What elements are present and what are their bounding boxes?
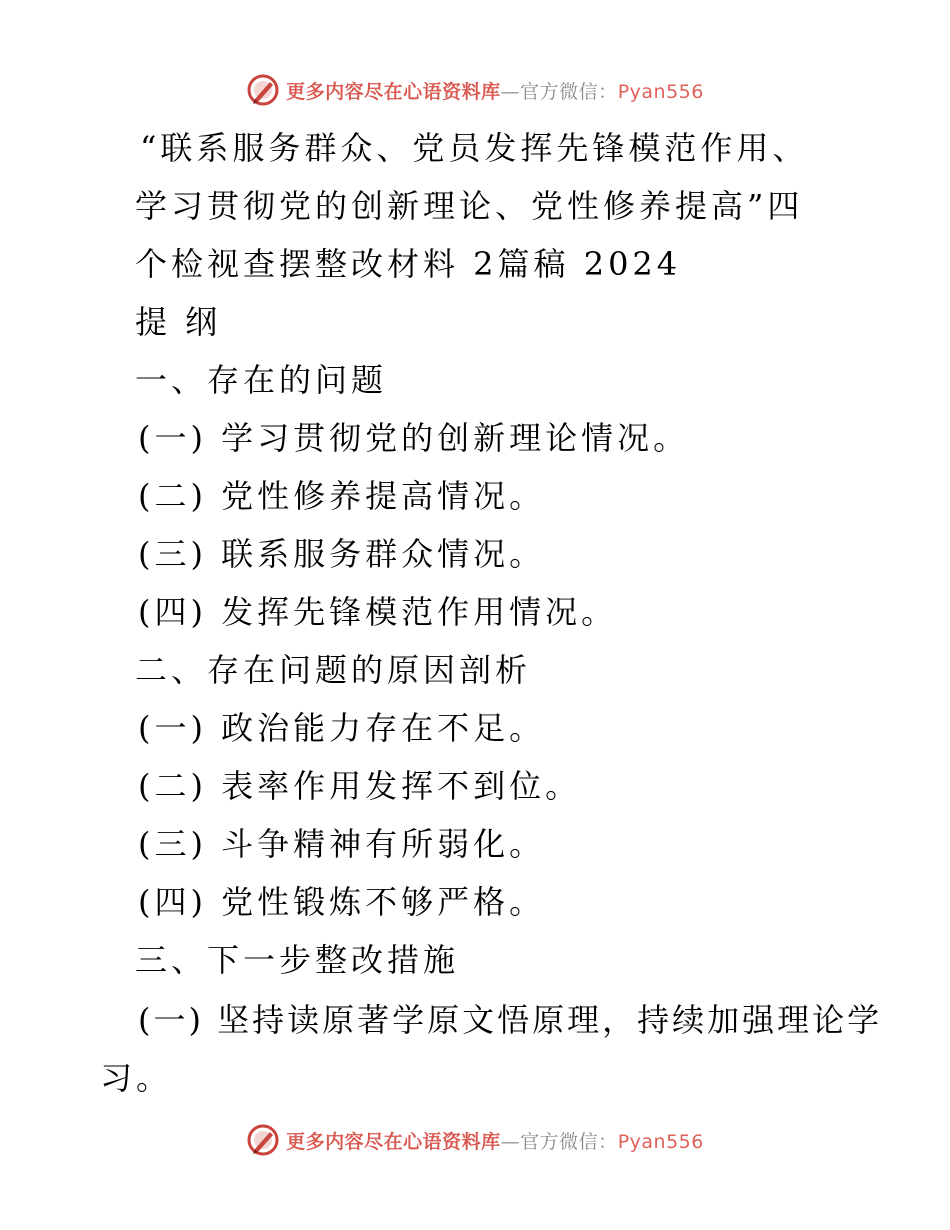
section-heading: 一、存在的问题 [135,361,388,399]
header-watermark [0,70,950,110]
list-item: (四) 党性锻炼不够严格。 [138,883,546,921]
watermark-separator: — [500,1130,521,1153]
list-item: (二) 党性修养提高情况。 [138,477,546,515]
title-line-2: 学习贯彻党的创新理论、党性修养提高”四 [135,187,804,225]
watermark-label: 官方微信： [520,80,618,103]
watermark-text [286,1127,704,1154]
list-item: (一) 坚持读原著学原文悟原理，持续加强理论学 [138,1001,883,1039]
list-item: (三) 联系服务群众情况。 [138,535,546,573]
list-item: (二) 表率作用发挥不到位。 [138,767,582,805]
watermark-account: Pyan556 [617,1130,704,1153]
footer-watermark [0,1120,950,1160]
watermark-main: 更多内容尽在心语资料库 [286,80,501,103]
list-item: (一) 学习贯彻党的创新理论情况。 [138,419,690,457]
outline-heading: 提 纲 [135,303,222,341]
list-item: (四) 发挥先锋模范作用情况。 [138,593,618,631]
pen-logo-icon [246,73,280,107]
list-item: (三) 斗争精神有所弱化。 [138,825,546,863]
title-line-1: “联系服务群众、党员发挥先锋模范作用、 [140,129,809,167]
watermark-account: Pyan556 [617,80,704,103]
title-line-3: 个检视查摆整改材料 2篇稿 2024 [135,245,682,283]
section-heading: 三、下一步整改措施 [135,941,460,979]
watermark-separator: — [500,80,521,103]
watermark-label: 官方微信： [520,1130,618,1153]
pen-logo-icon [246,1123,280,1157]
section-heading: 二、存在问题的原因剖析 [135,651,532,689]
watermark-text [286,77,704,104]
list-item-continuation: 习。 [100,1059,173,1097]
list-item: (一) 政治能力存在不足。 [138,709,546,747]
watermark-main: 更多内容尽在心语资料库 [286,1130,501,1153]
